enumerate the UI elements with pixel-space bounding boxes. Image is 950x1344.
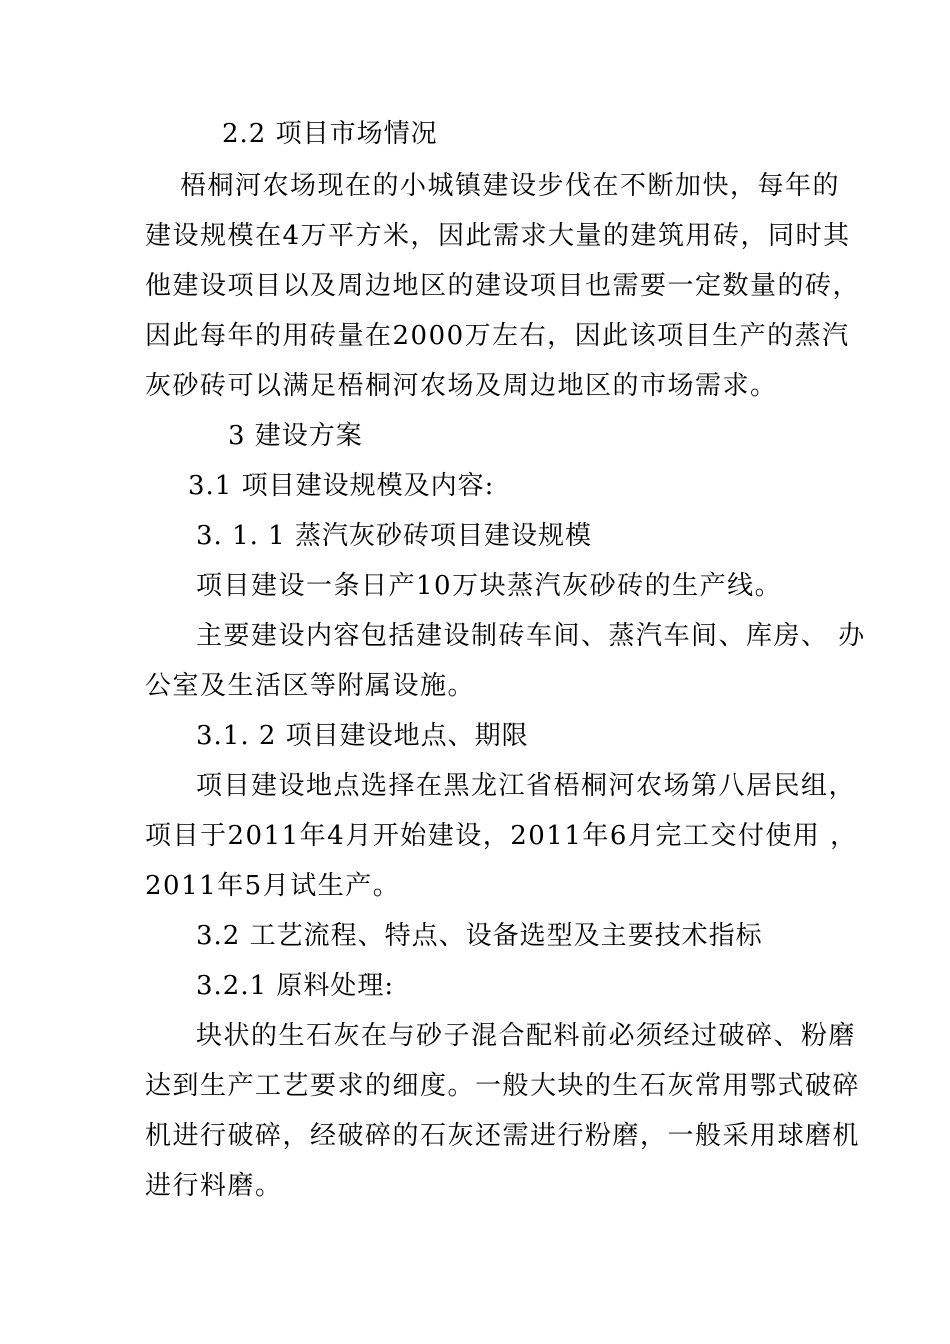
heading-3-1: 3.1 项目建设规模及内容: — [188, 471, 495, 501]
paragraph-line: 他建设项目以及周边地区的建设项目也需要一定数量的砖， — [145, 271, 861, 301]
paragraph-line: 主要建设内容包括建设制砖车间、蒸汽车间、库房、 办 — [196, 621, 866, 651]
heading-3-2: 3.2 工艺流程、特点、设备选型及主要技术指标 — [196, 921, 763, 951]
heading-3-2-1: 3.2.1 原料处理: — [196, 971, 395, 1001]
heading-3: 3 建设方案 — [228, 421, 363, 451]
paragraph-line: 块状的生石灰在与砂子混合配料前必须经过破碎、粉磨 — [196, 1021, 857, 1051]
paragraph-line: 项目建设地点选择在黑龙江省梧桐河农场第八居民组， — [196, 771, 857, 801]
heading-3-1-2: 3.1. 2 项目建设地点、期限 — [196, 721, 529, 751]
paragraph-line: 2011年5月试生产。 — [145, 871, 401, 901]
paragraph-line: 梧桐河农场现在的小城镇建设步伐在不断加快，每年的 — [180, 171, 841, 201]
paragraph-line: 因此每年的用砖量在2000万左右，因此该项目生产的蒸汽 — [145, 321, 850, 351]
paragraph-line: 项目于2011年4月开始建设，2011年6月完工交付使用 ， — [145, 821, 858, 851]
heading-3-1-1: 3. 1. 1 蒸汽灰砂砖项目建设规模 — [196, 521, 592, 551]
paragraph-line: 项目建设一条日产10万块蒸汽灰砂砖的生产线。 — [196, 571, 783, 601]
paragraph-line: 公室及生活区等附属设施。 — [145, 671, 476, 701]
paragraph-line: 进行料磨。 — [145, 1171, 283, 1201]
paragraph-line: 机进行破碎，经破碎的石灰还需进行粉磨，一般采用球磨机 — [145, 1121, 861, 1151]
heading-2-2: 2.2 项目市场情况 — [222, 119, 438, 149]
paragraph-line: 灰砂砖可以满足梧桐河农场及周边地区的市场需求。 — [145, 371, 778, 401]
paragraph-line: 达到生产工艺要求的细度。一般大块的生石灰常用鄂式破碎 — [145, 1071, 861, 1101]
paragraph-line: 建设规模在4万平方米，因此需求大量的建筑用砖，同时其 — [145, 221, 851, 251]
